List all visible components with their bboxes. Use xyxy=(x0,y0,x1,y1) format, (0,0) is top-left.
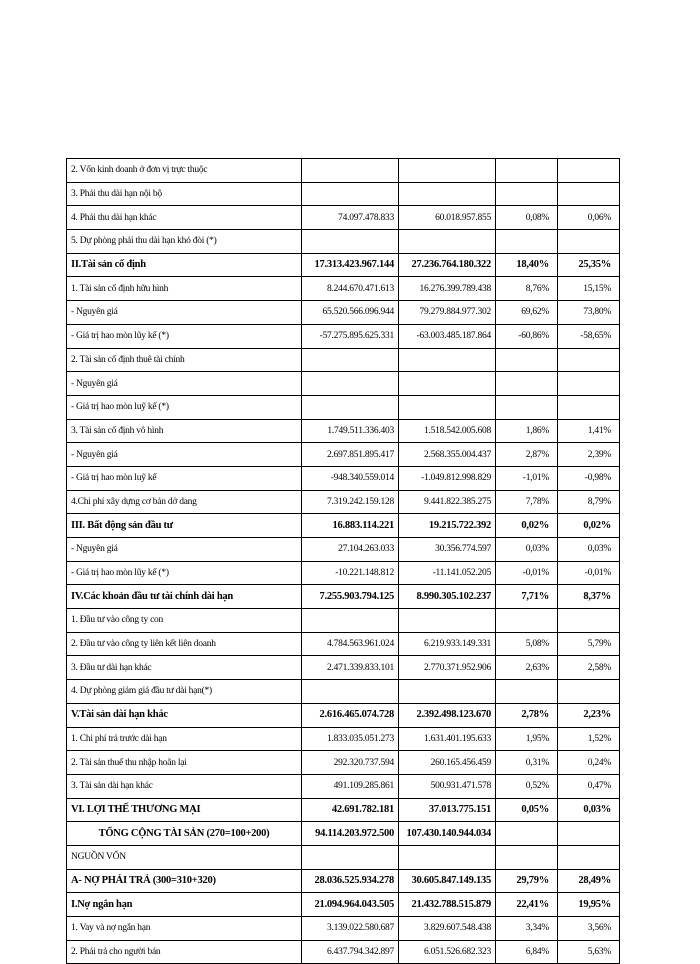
percent-current-year: 0,47% xyxy=(558,774,620,798)
percent-prev-year: 69,62% xyxy=(496,301,558,325)
row-label: 3. Tài sản cố định vô hình xyxy=(67,419,302,443)
value-prev-year: 292.320.737.594 xyxy=(302,751,399,775)
table-row xyxy=(67,798,620,822)
percent-current-year: 5,63% xyxy=(558,940,620,964)
value-current-year: 30.356.774.597 xyxy=(399,538,496,562)
value-current-year: 60.018.957.855 xyxy=(399,206,496,230)
value-current-year: 79.279.884.977.302 xyxy=(399,301,496,325)
value-current-year xyxy=(399,230,496,254)
value-current-year: 30.605.847.149.135 xyxy=(399,869,496,893)
value-current-year: -1.049.812.998.829 xyxy=(399,466,496,490)
value-prev-year xyxy=(302,680,399,704)
percent-current-year: 28,49% xyxy=(558,869,620,893)
value-current-year xyxy=(399,182,496,206)
percent-current-year: 1,52% xyxy=(558,727,620,751)
row-label: 2. Vốn kinh doanh ở đơn vị trực thuộc xyxy=(67,159,302,183)
value-prev-year: 74.097.478.833 xyxy=(302,206,399,230)
value-prev-year: 2.616.465.074.728 xyxy=(302,703,399,727)
value-prev-year: 17.313.423.967.144 xyxy=(302,253,399,277)
value-prev-year xyxy=(302,159,399,183)
percent-current-year xyxy=(558,372,620,396)
percent-prev-year: 2,78% xyxy=(496,703,558,727)
row-label: 1. Vay và nợ ngắn hạn xyxy=(67,917,302,941)
value-prev-year: 1.749.511.336.403 xyxy=(302,419,399,443)
value-current-year: 1.631.401.195.633 xyxy=(399,727,496,751)
percent-prev-year xyxy=(496,845,558,869)
value-current-year: 500.931.471.578 xyxy=(399,774,496,798)
table-row xyxy=(67,822,620,846)
row-label: I.Nợ ngắn hạn xyxy=(67,893,302,917)
value-prev-year: -57.275.895.625.331 xyxy=(302,324,399,348)
percent-current-year: -0,98% xyxy=(558,466,620,490)
percent-current-year: 73,80% xyxy=(558,301,620,325)
row-label: - Giá trị hao mòn luỹ kế (*) xyxy=(67,395,302,419)
table-body xyxy=(67,159,620,964)
value-prev-year: 2.697.851.895.417 xyxy=(302,443,399,467)
percent-prev-year: 0,05% xyxy=(496,798,558,822)
value-prev-year: 42.691.782.181 xyxy=(302,798,399,822)
row-label: II.Tài sản cố định xyxy=(67,253,302,277)
percent-prev-year: -0,01% xyxy=(496,561,558,585)
percent-current-year: -58,65% xyxy=(558,324,620,348)
percent-prev-year: 0,03% xyxy=(496,538,558,562)
value-current-year xyxy=(399,680,496,704)
percent-current-year: 19,95% xyxy=(558,893,620,917)
value-current-year xyxy=(399,348,496,372)
table-row xyxy=(67,419,620,443)
percent-prev-year: -60,86% xyxy=(496,324,558,348)
percent-prev-year: 8,76% xyxy=(496,277,558,301)
value-current-year: 21.432.788.515.879 xyxy=(399,893,496,917)
table-row xyxy=(67,893,620,917)
percent-prev-year: 2,63% xyxy=(496,656,558,680)
value-prev-year: 16.883.114.221 xyxy=(302,514,399,538)
value-prev-year: -10.221.148.812 xyxy=(302,561,399,585)
percent-current-year: 1,41% xyxy=(558,419,620,443)
percent-prev-year: 0,31% xyxy=(496,751,558,775)
row-label: 3. Đầu tư dài hạn khác xyxy=(67,656,302,680)
percent-prev-year: 7,78% xyxy=(496,490,558,514)
value-current-year: 16.276.399.789.438 xyxy=(399,277,496,301)
table-row xyxy=(67,206,620,230)
percent-prev-year xyxy=(496,609,558,633)
percent-current-year: 0,02% xyxy=(558,514,620,538)
percent-current-year: 3,56% xyxy=(558,917,620,941)
table-row xyxy=(67,632,620,656)
percent-prev-year xyxy=(496,182,558,206)
percent-current-year xyxy=(558,845,620,869)
percent-current-year: 2,39% xyxy=(558,443,620,467)
percent-prev-year xyxy=(496,395,558,419)
percent-prev-year xyxy=(496,680,558,704)
row-label: - Giá trị hao mòn lũy kế (*) xyxy=(67,561,302,585)
row-label: V.Tài sản dài hạn khác xyxy=(67,703,302,727)
table-row xyxy=(67,277,620,301)
value-prev-year xyxy=(302,845,399,869)
value-current-year: 9.441.822.385.275 xyxy=(399,490,496,514)
percent-current-year: 5,79% xyxy=(558,632,620,656)
value-current-year xyxy=(399,395,496,419)
value-prev-year: 7.319.242.159.128 xyxy=(302,490,399,514)
table-row xyxy=(67,159,620,183)
value-prev-year: 7.255.903.794.125 xyxy=(302,585,399,609)
percent-current-year xyxy=(558,822,620,846)
value-current-year xyxy=(399,609,496,633)
table-row xyxy=(67,443,620,467)
table-row xyxy=(67,680,620,704)
row-label: - Nguyên giá xyxy=(67,443,302,467)
value-prev-year: 8.244.670.471.613 xyxy=(302,277,399,301)
percent-current-year xyxy=(558,609,620,633)
percent-current-year: 15,15% xyxy=(558,277,620,301)
row-label: 4.Chi phí xây dựng cơ bản dở dang xyxy=(67,490,302,514)
table-row xyxy=(67,703,620,727)
value-current-year: 260.165.456.459 xyxy=(399,751,496,775)
row-label: 2. Tài sản thuế thu nhập hoãn lại xyxy=(67,751,302,775)
value-current-year: 2.392.498.123.670 xyxy=(399,703,496,727)
row-label: - Nguyên giá xyxy=(67,301,302,325)
table-row xyxy=(67,230,620,254)
row-label: 1. Đầu tư vào công ty con xyxy=(67,609,302,633)
percent-prev-year: 0,52% xyxy=(496,774,558,798)
table-row xyxy=(67,538,620,562)
row-label: - Giá trị hao mòn lũy kế (*) xyxy=(67,324,302,348)
percent-current-year: 25,35% xyxy=(558,253,620,277)
percent-current-year xyxy=(558,230,620,254)
row-label: TỔNG CỘNG TÀI SẢN (270=100+200) xyxy=(67,822,302,846)
row-label: 4. Phải thu dài hạn khác xyxy=(67,206,302,230)
percent-prev-year: 6,84% xyxy=(496,940,558,964)
percent-current-year: 0,03% xyxy=(558,538,620,562)
row-label: 4. Dự phòng giảm giá đầu tư dài hạn(*) xyxy=(67,680,302,704)
value-current-year: 107.430.140.944.034 xyxy=(399,822,496,846)
percent-current-year: -0,01% xyxy=(558,561,620,585)
value-prev-year: 27.104.263.033 xyxy=(302,538,399,562)
value-prev-year: 94.114.203.972.500 xyxy=(302,822,399,846)
percent-prev-year: 3,34% xyxy=(496,917,558,941)
value-current-year xyxy=(399,845,496,869)
percent-current-year: 2,58% xyxy=(558,656,620,680)
row-label: 2. Phải trả cho người bán xyxy=(67,940,302,964)
value-current-year: -63.003.485.187.864 xyxy=(399,324,496,348)
table-row xyxy=(67,324,620,348)
table-row xyxy=(67,561,620,585)
value-prev-year xyxy=(302,395,399,419)
value-current-year: 19.215.722.392 xyxy=(399,514,496,538)
value-prev-year xyxy=(302,182,399,206)
percent-prev-year: 2,87% xyxy=(496,443,558,467)
value-prev-year: 28.036.525.934.278 xyxy=(302,869,399,893)
value-prev-year: 2.471.339.833.101 xyxy=(302,656,399,680)
table-row xyxy=(67,656,620,680)
percent-current-year xyxy=(558,395,620,419)
value-prev-year: 4.784.563.961.024 xyxy=(302,632,399,656)
percent-prev-year: 29,79% xyxy=(496,869,558,893)
value-prev-year: -948.340.559.014 xyxy=(302,466,399,490)
value-current-year: 6.219.933.149.331 xyxy=(399,632,496,656)
value-prev-year xyxy=(302,372,399,396)
table-row xyxy=(67,301,620,325)
percent-prev-year: 1,86% xyxy=(496,419,558,443)
table-row xyxy=(67,466,620,490)
table-row xyxy=(67,585,620,609)
percent-prev-year: 5,08% xyxy=(496,632,558,656)
row-label: 3. Phải thu dài hạn nội bộ xyxy=(67,182,302,206)
percent-prev-year: -1,01% xyxy=(496,466,558,490)
table-row xyxy=(67,395,620,419)
value-prev-year: 1.833.035.051.273 xyxy=(302,727,399,751)
percent-current-year xyxy=(558,348,620,372)
value-prev-year: 3.139.022.580.687 xyxy=(302,917,399,941)
value-current-year: 27.236.764.180.322 xyxy=(399,253,496,277)
value-current-year: 6.051.526.682.323 xyxy=(399,940,496,964)
table-row xyxy=(67,869,620,893)
row-label: 2. Đầu tư vào công ty liên kết liên doanh xyxy=(67,632,302,656)
value-current-year: 2.770.371.952.906 xyxy=(399,656,496,680)
row-label: - Nguyên giá xyxy=(67,372,302,396)
value-current-year: 3.829.607.548.438 xyxy=(399,917,496,941)
value-prev-year xyxy=(302,609,399,633)
table-row xyxy=(67,348,620,372)
table-row xyxy=(67,940,620,964)
table-row xyxy=(67,253,620,277)
percent-current-year: 2,23% xyxy=(558,703,620,727)
row-label: 3. Tài sản dài hạn khác xyxy=(67,774,302,798)
row-label: 1. Tài sản cố định hữu hình xyxy=(67,277,302,301)
percent-current-year: 0,03% xyxy=(558,798,620,822)
percent-prev-year xyxy=(496,822,558,846)
percent-current-year: 8,37% xyxy=(558,585,620,609)
row-label: NGUỒN VỐN xyxy=(67,845,302,869)
table-row xyxy=(67,727,620,751)
table-row xyxy=(67,845,620,869)
table-row xyxy=(67,917,620,941)
balance-sheet xyxy=(66,158,620,964)
row-label: - Giá trị hao mòn luỹ kế xyxy=(67,466,302,490)
table-row xyxy=(67,182,620,206)
percent-prev-year xyxy=(496,372,558,396)
value-prev-year: 21.094.964.043.505 xyxy=(302,893,399,917)
row-label: IV.Các khoản đầu tư tài chính dài hạn xyxy=(67,585,302,609)
percent-current-year xyxy=(558,182,620,206)
table-row xyxy=(67,490,620,514)
percent-prev-year xyxy=(496,159,558,183)
percent-prev-year xyxy=(496,348,558,372)
percent-prev-year xyxy=(496,230,558,254)
row-label: 2. Tài sản cố định thuê tài chính xyxy=(67,348,302,372)
value-prev-year: 491.109.285.861 xyxy=(302,774,399,798)
percent-current-year xyxy=(558,680,620,704)
balance-sheet-table xyxy=(66,158,620,964)
percent-prev-year: 7,71% xyxy=(496,585,558,609)
table-row xyxy=(67,372,620,396)
percent-prev-year: 18,40% xyxy=(496,253,558,277)
value-prev-year xyxy=(302,230,399,254)
row-label: VI. LỢI THẾ THƯƠNG MẠI xyxy=(67,798,302,822)
row-label: - Nguyên giá xyxy=(67,538,302,562)
percent-prev-year: 0,02% xyxy=(496,514,558,538)
row-label: A- NỢ PHẢI TRẢ (300=310+320) xyxy=(67,869,302,893)
table-row xyxy=(67,514,620,538)
percent-current-year: 0,24% xyxy=(558,751,620,775)
value-current-year: 1.518.542.005.608 xyxy=(399,419,496,443)
value-prev-year: 65.520.566.096.944 xyxy=(302,301,399,325)
percent-prev-year: 0,08% xyxy=(496,206,558,230)
value-current-year: -11.141.052.205 xyxy=(399,561,496,585)
percent-current-year xyxy=(558,159,620,183)
value-prev-year xyxy=(302,348,399,372)
percent-prev-year: 1,95% xyxy=(496,727,558,751)
table-row xyxy=(67,774,620,798)
value-current-year xyxy=(399,372,496,396)
row-label: 5. Dự phòng phải thu dài hạn khó đòi (*) xyxy=(67,230,302,254)
row-label: 1. Chi phí trả trước dài hạn xyxy=(67,727,302,751)
table-row xyxy=(67,609,620,633)
value-current-year: 37.013.775.151 xyxy=(399,798,496,822)
table-row xyxy=(67,751,620,775)
value-current-year: 8.990.305.102.237 xyxy=(399,585,496,609)
value-prev-year: 6.437.794.342.897 xyxy=(302,940,399,964)
value-current-year: 2.568.355.004.437 xyxy=(399,443,496,467)
row-label: III. Bất động sản đầu tư xyxy=(67,514,302,538)
percent-current-year: 0,06% xyxy=(558,206,620,230)
value-current-year xyxy=(399,159,496,183)
percent-prev-year: 22,41% xyxy=(496,893,558,917)
percent-current-year: 8,79% xyxy=(558,490,620,514)
